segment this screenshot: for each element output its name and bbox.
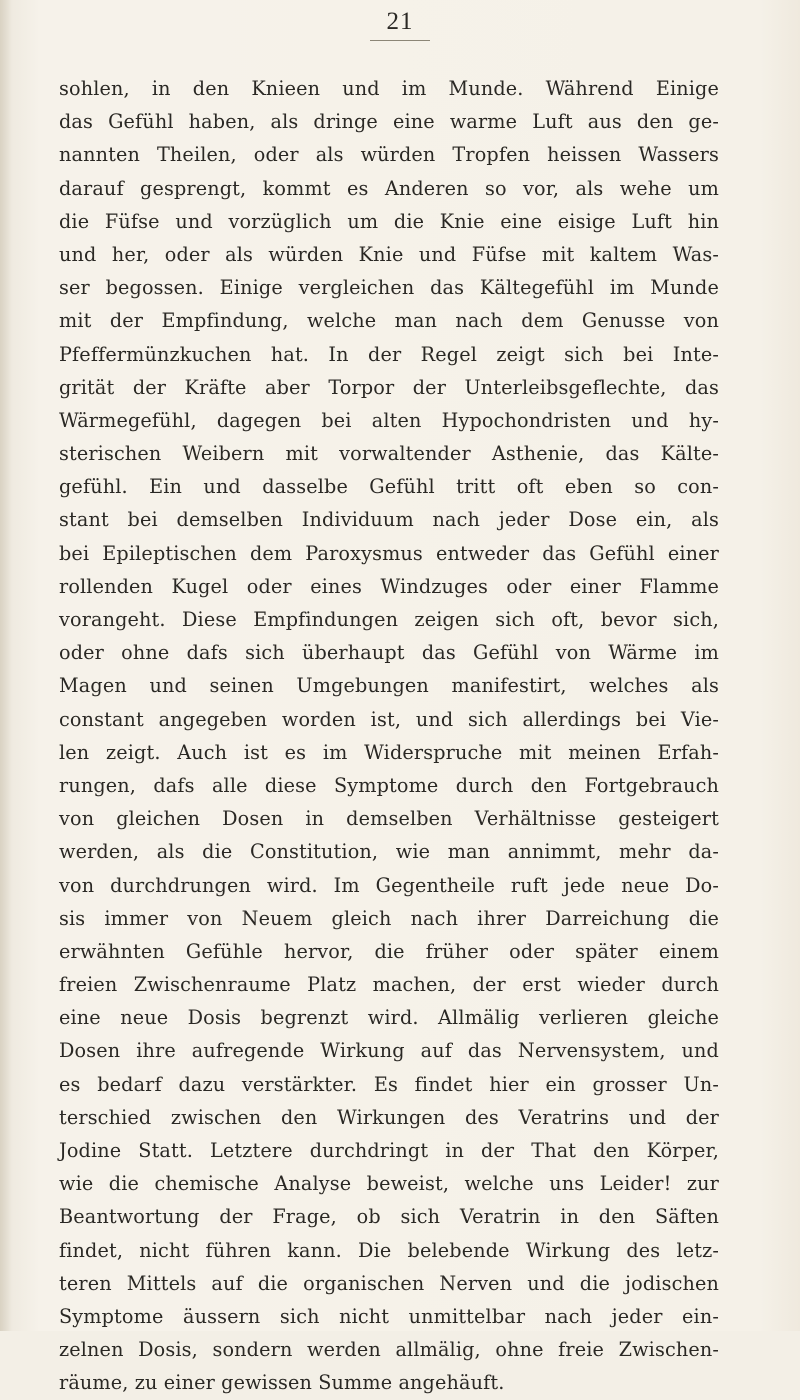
text-line: Symptome äussern sich nicht unmittelbar nach jeder ein- — [59, 1304, 719, 1328]
text-line: stant bei demselben Individuum nach jeder Dose ein, als — [59, 508, 719, 532]
text-line: Jodine Statt. Letztere durchdringt in der That den Körper, — [59, 1139, 719, 1162]
text-line: das Gefühl haben, als dringe eine warme Luft aus den ge- — [59, 110, 719, 134]
text-line: Magen und seinen Umgebungen manifestirt, welches als — [59, 674, 719, 698]
text-line: eine neue Dosis begrenzt wird. Allmälig verlieren gleiche — [59, 1006, 719, 1030]
page-number-rule — [370, 40, 430, 41]
text-line: mit der Empfindung, welche man nach dem Genusse von — [59, 309, 719, 333]
text-line: sis immer von Neuem gleich nach ihrer Darreichung die — [59, 906, 719, 930]
text-line: bei Epileptischen dem Paroxysmus entweder das Gefühl einer — [59, 541, 719, 565]
text-line: gefühl. Ein und dasselbe Gefühl tritt oft eben so con- — [59, 475, 719, 499]
text-line: werden, als die Constitution, wie man annimmt, mehr da- — [59, 840, 719, 864]
text-line: ser begossen. Einige vergleichen das Kältegefühl im Munde — [59, 276, 719, 300]
text-line: Dosen ihre aufregende Wirkung auf das Nervensystem, und — [59, 1039, 719, 1063]
text-line: sohlen, in den Knieen und im Munde. Während Einige — [59, 77, 719, 100]
text-line: constant angegeben worden ist, und sich allerdings bei Vie- — [59, 707, 719, 731]
text-line: und her, oder als würden Knie und Füfse mit kaltem Was- — [59, 242, 719, 266]
text-line: len zeigt. Auch ist es im Widerspruche mit meinen Erfah- — [59, 740, 719, 764]
text-line: von gleichen Dosen in demselben Verhältnisse gesteigert — [59, 807, 719, 831]
text-line: terschied zwischen den Wirkungen des Veratrins und der — [59, 1105, 719, 1129]
body-text — [59, 72, 719, 1400]
text-line: von durchdrungen wird. Im Gegentheile ruft jede neue Do- — [59, 873, 719, 897]
text-line: räume, zu einer gewissen Summe angehäuft. — [59, 1371, 505, 1395]
binding-shadow — [0, 0, 12, 1331]
text-line: freien Zwischenraume Platz machen, der erst wieder durch — [59, 973, 719, 997]
text-line: rollenden Kugel oder eines Windzuges oder einer Flamme — [59, 574, 719, 598]
text-line: erwähnten Gefühle hervor, die früher oder später einem — [59, 939, 719, 963]
page-number: 21 — [386, 8, 414, 35]
text-line: darauf gesprengt, kommt es Anderen so vor, als wehe um — [59, 176, 719, 200]
text-line: vorangeht. Diese Empfindungen zeigen sich oft, bevor sich, — [59, 608, 719, 631]
text-line: rungen, dafs alle diese Symptome durch den Fortgebrauch — [59, 773, 719, 797]
text-line: es bedarf dazu verstärkter. Es findet hier ein grosser Un- — [59, 1072, 719, 1096]
text-line: teren Mittels auf die organischen Nerven und die jodischen — [59, 1271, 719, 1295]
text-line: grität der Kräfte aber Torpor der Unterleibsgeflechte, das — [59, 375, 719, 399]
text-line: wie die chemische Analyse beweist, welche uns Leider! zur — [59, 1172, 719, 1196]
text-line: sterischen Weibern mit vorwaltender Asthenie, das Kälte- — [59, 442, 719, 466]
text-line: findet, nicht führen kann. Die belebende Wirkung des letz- — [59, 1238, 719, 1262]
text-line: Wärmegefühl, dagegen bei alten Hypochondristen und hy- — [59, 408, 719, 432]
text-line: Beantwortung der Frage, ob sich Veratrin in den Säften — [59, 1205, 719, 1229]
text-line: die Füfse und vorzüglich um die Knie eine eisige Luft hin — [59, 209, 719, 233]
text-line: zelnen Dosis, sondern werden allmälig, ohne freie Zwischen- — [59, 1338, 719, 1362]
text-line: Pfeffermünzkuchen hat. In der Regel zeigt sich bei Inte- — [59, 342, 719, 366]
text-line: nannten Theilen, oder als würden Tropfen heissen Wassers — [59, 143, 719, 167]
text-line: oder ohne dafs sich überhaupt das Gefühl von Wärme im — [59, 641, 719, 665]
